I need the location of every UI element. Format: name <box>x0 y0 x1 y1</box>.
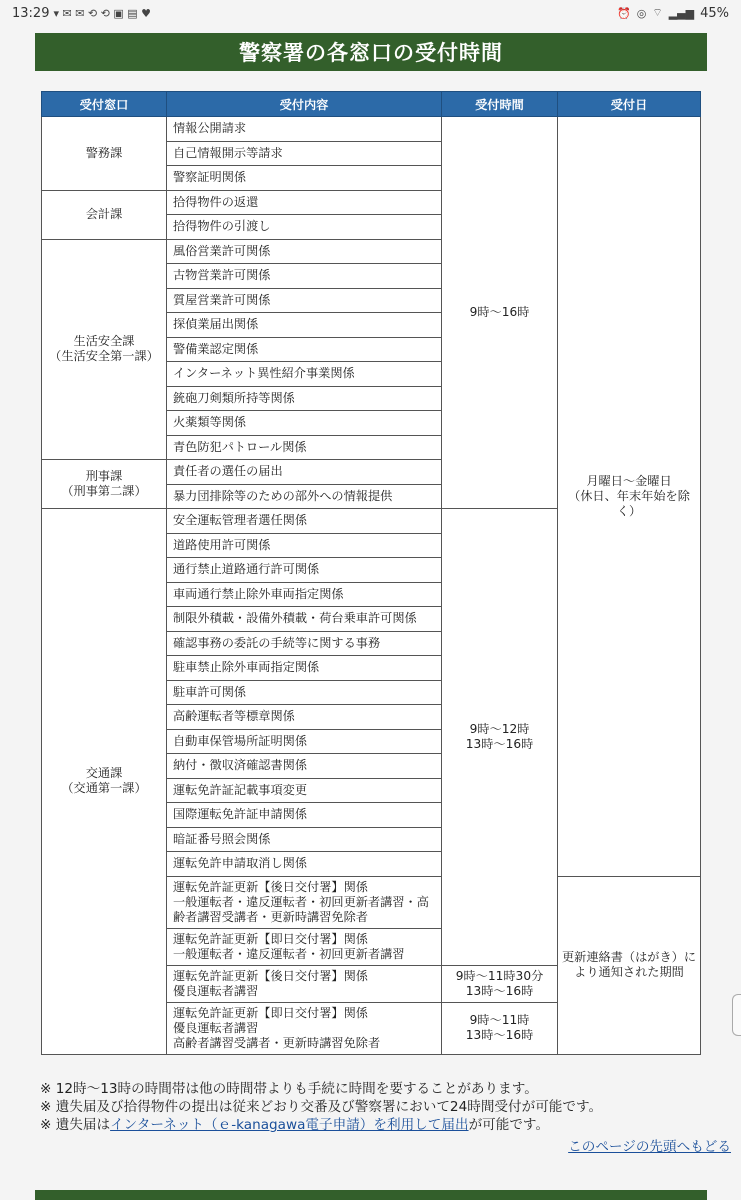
item-cell: 駐車禁止除外車両指定関係 <box>167 656 442 681</box>
item-cell: 暗証番号照会関係 <box>167 827 442 852</box>
alarm-icon: ⏰ <box>617 6 631 20</box>
item-cell: 高齢運転者等標章関係 <box>167 705 442 730</box>
dept-kaikei: 会計課 <box>42 190 167 239</box>
time-cell-2: 9時～12時 13時～16時 <box>442 509 558 966</box>
header-time: 受付時間 <box>442 92 558 117</box>
status-bar <box>0 0 741 26</box>
item-cell: 警備業認定関係 <box>167 337 442 362</box>
note-1: ※ 12時～13時の時間帯は他の時間帯よりも手続に時間を要することがあります。 <box>40 1081 538 1097</box>
day-cell-1: 月曜日～金曜日 （休日、年末年始を除く） <box>558 117 701 877</box>
time-cell-4: 9時～11時 13時～16時 <box>442 1002 558 1054</box>
item-cell: 運転免許証記載事項変更 <box>167 778 442 803</box>
page-title: 警察署の各窓口の受付時間 <box>35 33 707 71</box>
day-cell-2: 更新連絡書（はがき）に より通知された期間 <box>558 876 701 1054</box>
dept-keiji: 刑事課 （刑事第二課） <box>42 460 167 509</box>
header-content: 受付内容 <box>167 92 442 117</box>
item-cell: 暴力団排除等のための部外への情報提供 <box>167 484 442 509</box>
notes <box>40 1080 720 1134</box>
item-cell: インターネット異性紹介事業関係 <box>167 362 442 387</box>
time-cell-1: 9時～16時 <box>442 117 558 509</box>
time-cell-3: 9時～11時30分 13時～16時 <box>442 965 558 1002</box>
dept-seikatsu: 生活安全課 （生活安全第一課） <box>42 239 167 460</box>
sync-icon: ◎ <box>636 6 647 20</box>
item-cell: 制限外積載・設備外積載・荷台乗車許可関係 <box>167 607 442 632</box>
item-cell: 情報公開請求 <box>167 117 442 142</box>
next-section-heading-bar <box>35 1190 707 1200</box>
item-cell: 国際運転免許証申請関係 <box>167 803 442 828</box>
e-kanagawa-link[interactable]: インターネット（ｅ-kanagawa電子申請）を利用して届出 <box>110 1117 469 1133</box>
item-cell: 駐車許可関係 <box>167 680 442 705</box>
item-cell: 銃砲刀剣類所持等関係 <box>167 386 442 411</box>
item-cell: 運転免許証更新【後日交付署】関係 一般運転者・違反運転者・初回更新者講習・高齢者講習受講者・更新時講習免除者 <box>167 876 442 928</box>
item-cell: 通行禁止道路通行許可関係 <box>167 558 442 583</box>
note-2: ※ 遺失届及び拾得物件の提出は従来どおり交番及び警察署において24時間受付が可能です。 <box>40 1099 603 1115</box>
item-cell: 運転免許証更新【即日交付署】関係 一般運転者・違反運転者・初回更新者講習 <box>167 928 442 965</box>
note-3 <box>40 1116 720 1134</box>
item-cell: 納付・徴収済確認書関係 <box>167 754 442 779</box>
item-cell: 火薬類等関係 <box>167 411 442 436</box>
item-cell: 車両通行禁止除外車両指定関係 <box>167 582 442 607</box>
item-cell: 運転免許証更新【後日交付署】関係 優良運転者講習 <box>167 965 442 1002</box>
item-cell: 安全運転管理者選任関係 <box>167 509 442 534</box>
signal-icon: ▂▄▆ <box>668 6 695 20</box>
header-day: 受付日 <box>558 92 701 117</box>
reception-hours-table <box>41 91 701 1055</box>
item-cell: 質屋営業許可関係 <box>167 288 442 313</box>
item-cell: 確認事務の委託の手続等に関する事務 <box>167 631 442 656</box>
wifi-icon: ⌔ <box>652 6 663 19</box>
status-time: 13:29 <box>12 5 50 21</box>
item-cell: 道路使用許可関係 <box>167 533 442 558</box>
item-cell: 責任者の選任の届出 <box>167 460 442 485</box>
item-cell: 風俗営業許可関係 <box>167 239 442 264</box>
table-row <box>42 117 701 142</box>
dept-keimu: 警務課 <box>42 117 167 191</box>
battery-level: 45% <box>700 5 729 21</box>
item-cell: 自動車保管場所証明関係 <box>167 729 442 754</box>
item-cell: 古物営業許可関係 <box>167 264 442 289</box>
table-header-row <box>42 92 701 117</box>
note-3-suffix: が可能です。 <box>468 1117 550 1133</box>
header-window: 受付窓口 <box>42 92 167 117</box>
dept-kotsu: 交通課 （交通第一課） <box>42 509 167 1055</box>
item-cell: 探偵業届出関係 <box>167 313 442 338</box>
item-cell: 青色防犯パトロール関係 <box>167 435 442 460</box>
edge-panel-handle[interactable] <box>732 994 741 1036</box>
item-cell: 運転免許証更新【即日交付署】関係 優良運転者講習 高齢者講習受講者・更新時講習免除者 <box>167 1002 442 1054</box>
notification-icons: ▾ ✉ ✉ ⟲ ⟲ ▣ ▤ ♥ <box>53 6 151 20</box>
item-cell: 拾得物件の引渡し <box>167 215 442 240</box>
item-cell: 警察証明関係 <box>167 166 442 191</box>
item-cell: 拾得物件の返還 <box>167 190 442 215</box>
item-cell: 運転免許申請取消し関係 <box>167 852 442 877</box>
item-cell: 自己情報開示等請求 <box>167 141 442 166</box>
back-to-top-link[interactable]: このページの先頭へもどる <box>568 1139 731 1155</box>
note-3-prefix: ※ 遺失届は <box>40 1117 111 1133</box>
